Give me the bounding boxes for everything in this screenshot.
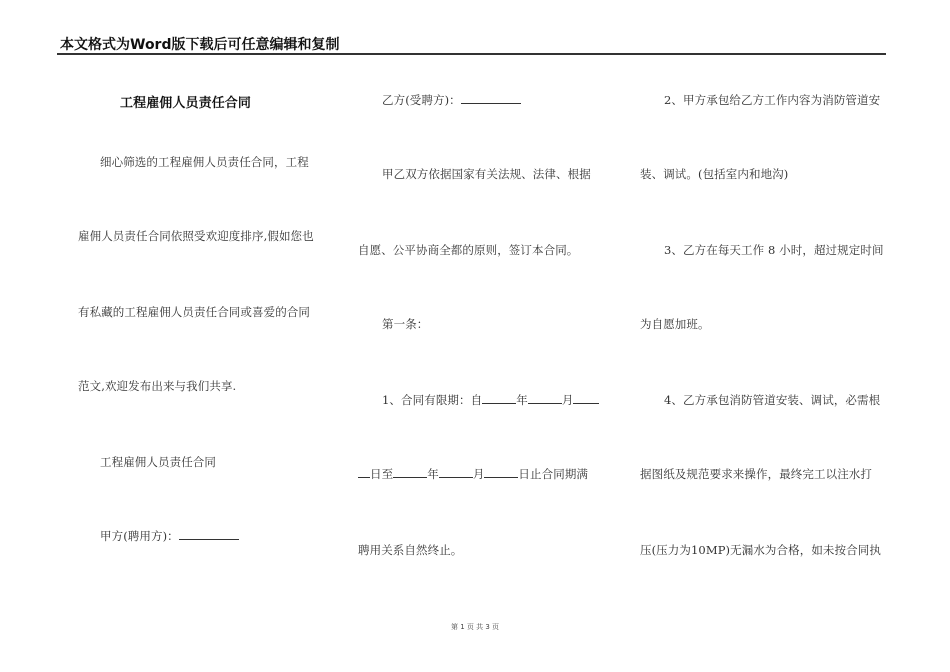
paragraph-line: 甲乙双方依据国家有关法规、法律、根据 [382,167,591,181]
party-b-line [382,92,521,108]
blank [393,467,427,478]
to-label: 日至 [370,467,394,481]
text-column-2 [358,88,608,608]
expiry-label: 日止合同期满 [518,467,589,481]
party-b-label: 乙方(受聘方)： [382,93,461,107]
paragraph-line: 据图纸及规范要求来操作，最终完工以注水打 [640,467,872,481]
paragraph-line: 2、甲方承包给乙方工作内容为消防管道安 [664,93,881,107]
paragraph-line: 工程雇佣人员责任合同 [100,455,216,469]
document-title: 工程雇佣人员责任合同 [120,96,252,111]
year-label: 年 [516,393,528,407]
party-a-blank [179,529,239,540]
paragraph-line: 有私藏的工程雇佣人员责任合同或喜爱的合同 [78,305,310,319]
paragraph-line: 范文,欢迎发布出来与我们共享. [78,379,237,393]
header-divider [57,53,886,55]
month-label: 月 [472,467,485,481]
contract-term-line [358,466,588,482]
blank [482,393,516,404]
text-column-3 [640,88,890,608]
paragraph-line: 雇佣人员责任合同依照受欢迎度排序,假如您也 [78,229,314,243]
article-heading: 第一条： [382,317,429,331]
blank [528,393,562,404]
party-a-label: 甲方(聘用方)： [100,529,179,543]
party-a-line [100,528,239,544]
blank [484,467,518,478]
month-label: 月 [561,393,574,407]
paragraph-line: 为自愿加班。 [640,317,710,331]
paragraph-line: 自愿、公平协商全都的原则，签订本合同。 [358,243,579,257]
contract-term-line [382,392,599,408]
paragraph-line: 压(压力为10MP)无漏水为合格，如未按合同执 [640,543,881,557]
page-number: 第 1 页 共 3 页 [450,623,500,631]
document-header: 本文格式为Word版下载后可任意编辑和复制 [60,37,340,53]
blank [573,393,599,404]
blank [358,467,370,478]
paragraph-line: 聘用关系自然终止。 [358,543,463,557]
paragraph-line: 4、乙方承包消防管道安装、调试，必需根 [664,393,881,407]
paragraph-line: 3、乙方在每天工作 8 小时，超过规定时间 [664,243,884,257]
year-label: 年 [427,467,439,481]
text-column-1 [78,88,323,608]
blank [439,467,473,478]
term-label: 1、合同有限期：自 [382,393,483,407]
paragraph-line: 装、调试。(包括室内和地沟) [640,167,789,181]
paragraph-line: 细心筛选的工程雇佣人员责任合同，工程 [100,155,309,169]
party-b-blank [461,93,521,104]
